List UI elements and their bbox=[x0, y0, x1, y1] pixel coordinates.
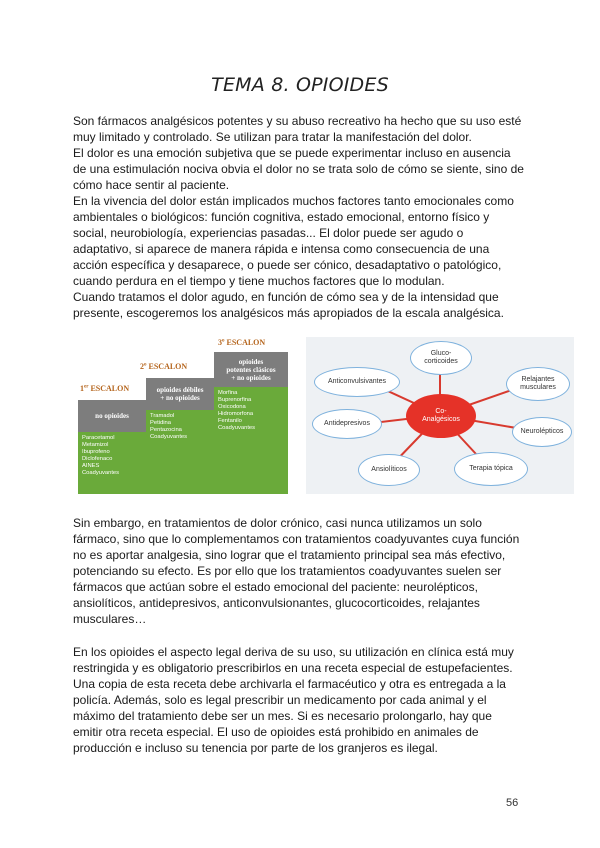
text-line: acción específica y desaparece, o puede ser cónico, desadaptativo o patológico, bbox=[73, 258, 502, 272]
step3-drug-list bbox=[214, 387, 288, 494]
text-line: policía. Además, solo es legal prescribir un medicamento por cada animal y el bbox=[73, 693, 487, 707]
list-item: Morfina bbox=[218, 390, 238, 396]
list-item: Metamizol bbox=[82, 442, 109, 448]
text-line: Sin embargo, en tratamientos de dolor crónico, casi nunca utilizamos un solo bbox=[73, 516, 482, 530]
list-item: Diclofenaco bbox=[82, 456, 113, 462]
text-line: potenciando su efecto. Es por ello que los tratamientos coadyuvantes suelen ser bbox=[73, 564, 502, 578]
coanalgesics-diagram bbox=[306, 337, 574, 494]
text-line: Una copia de esta receta debe archivarla el farmacéutico y otra es entregada a la bbox=[73, 677, 506, 691]
text-line: emitir otra receta especial. El uso de opioides está prohibido en animales de bbox=[73, 725, 479, 739]
step3-header: opioides potentes clásicos + no opioides bbox=[214, 352, 288, 387]
step3-label: 3$^o$ ESCALON bbox=[218, 338, 266, 347]
text-line: Son fármacos analgésicos potentes y su abuso recreativo ha hecho que su uso esté bbox=[73, 114, 522, 128]
text-line: cómo hace sentir al paciente. bbox=[73, 178, 230, 192]
text-line: ambientales o biológicos: función cognitiva, estado emocional, entorno físico y bbox=[73, 210, 490, 224]
node-glucocorticoides: Gluco- corticoides bbox=[410, 341, 472, 375]
node-anticonvulsivantes: Anticonvulsivantes bbox=[314, 367, 400, 397]
step2-label: 2$^o$ ESCALON bbox=[140, 362, 188, 371]
text-line: no es aportar analgesia, sino lograr que el tratamiento principal sea más efectivo, bbox=[73, 548, 506, 562]
list-item: Buprenorfina bbox=[218, 397, 252, 403]
step1-label: 1er ESCALON bbox=[80, 384, 130, 393]
text-line: máximo del tratamiento debe ser un mes. Si es necesario prolongarlo, hay que bbox=[73, 709, 492, 723]
node-ansioliticos: Ansiolíticos bbox=[358, 454, 420, 486]
list-item: Tramadol bbox=[150, 413, 175, 419]
text-line: musculares… bbox=[73, 612, 147, 626]
list-item: Oxicodona bbox=[218, 404, 246, 410]
step2-header: opioides débiles + no opioides bbox=[146, 378, 214, 410]
list-item: Coadyuvantes bbox=[82, 470, 120, 476]
list-item: Ibuprofeno bbox=[82, 449, 110, 455]
step2-drug-list bbox=[146, 410, 214, 494]
node-relajantes-musculares: Relajantes musculares bbox=[506, 367, 570, 401]
text-line: cuando perdura en el tiempo y tiene muchos factores que lo modulan. bbox=[73, 274, 445, 288]
text-line: El dolor es una emoción subjetiva que se puede experimentar incluso en ausencia bbox=[73, 146, 511, 160]
text-line: Cuando tratamos el dolor agudo, en función de cómo sea y de la intensidad que bbox=[73, 290, 499, 304]
list-item: Pentazocina bbox=[150, 427, 182, 433]
node-antidepresivos: Antidepresivos bbox=[312, 409, 382, 439]
page-title: TEMA 8. OPIOIDES bbox=[211, 74, 389, 96]
intro-paragraph bbox=[73, 113, 533, 321]
analgesic-ladder-figure bbox=[78, 336, 296, 496]
text-line: fármaco, sino que lo complementamos con tratamientos coadyuvantes cuya función bbox=[73, 532, 520, 546]
legal-paragraph bbox=[73, 644, 533, 756]
node-terapia-topica: Terapia tópica bbox=[454, 452, 528, 486]
text-line: fármacos que actúan sobre el estado emocional del paciente: neurolépticos, bbox=[73, 580, 478, 594]
text-line: En los opioides el aspecto legal deriva de su uso, su utilización en clínica está muy bbox=[73, 645, 514, 659]
text-line: de una estimulación nociva obvia el dolor no se trata solo de cómo se siente, sino de bbox=[73, 162, 524, 176]
list-item: Coadyuvantes bbox=[150, 434, 188, 440]
text-line: producción e incluso su tenencia por parte de los granjeros es ilegal. bbox=[73, 741, 438, 755]
list-item: Paracetamol bbox=[82, 435, 115, 441]
page-number: 56 bbox=[506, 797, 519, 809]
text-line: ansiolíticos, antidepresivos, anticonvulsionantes, glucocorticoides, relajantes bbox=[73, 596, 480, 610]
text-line: restringida y es obligatorio prescribirlos en una receta especial de estupefacientes. bbox=[73, 661, 513, 675]
node-neurolepticos: Neurolépticos bbox=[512, 417, 572, 447]
center-node-coanalgesicos: Co- Analgésicos bbox=[406, 394, 476, 438]
chronic-pain-paragraph bbox=[73, 515, 533, 627]
list-item: Petidina bbox=[150, 420, 171, 426]
list-item: AINES bbox=[82, 463, 100, 469]
step1-drug-list bbox=[78, 432, 146, 494]
list-item: Fentanilo bbox=[218, 418, 242, 424]
text-line: presente, escogeremos los analgésicos más apropiados de la escala analgésica. bbox=[73, 306, 504, 320]
text-line: adaptativo, si aparece de manera rápida e intensa como consecuencia de una bbox=[73, 242, 490, 256]
text-line: muy limitado y controlado. Se utilizan para tratar la manifestación del dolor. bbox=[73, 130, 472, 144]
list-item: Hidromorfona bbox=[218, 411, 254, 417]
step1-header: no opioides bbox=[78, 400, 146, 432]
text-line: En la vivencia del dolor están implicados muchos factores tanto emocionales como bbox=[73, 194, 514, 208]
list-item: Coadyuvantes bbox=[218, 425, 256, 431]
text-line: social, neurobiología, experiencias pasadas... El dolor puede ser agudo o bbox=[73, 226, 464, 240]
